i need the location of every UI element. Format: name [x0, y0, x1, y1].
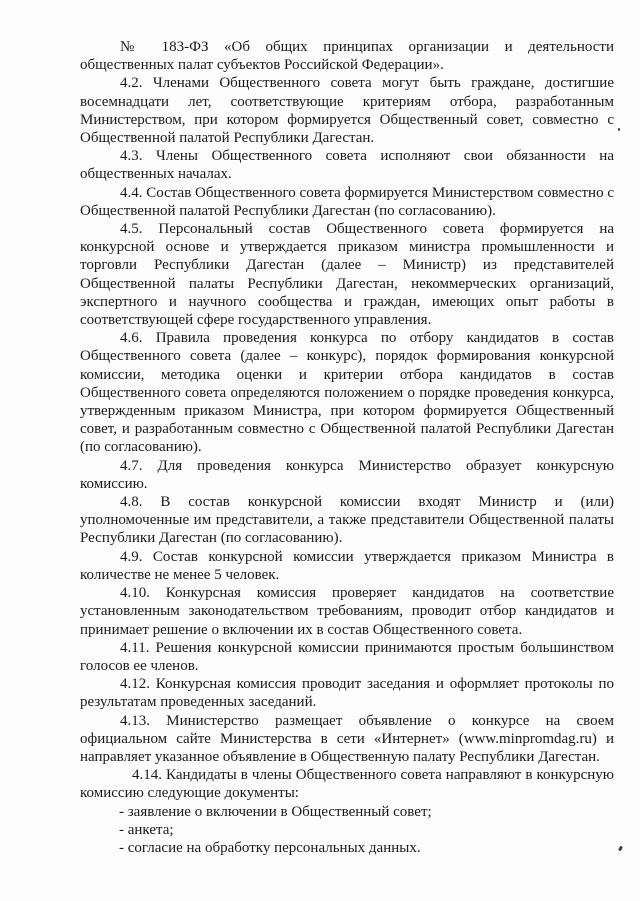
paragraph-4-13: 4.13. Министерство размещает объявление о конкурсе на своем официальном сайте Министерства в сети «Интернет» (www.minpromdag.ru) и направляет указанное объявление в Общественную палату Республики Дагестан.	[80, 712, 614, 765]
paragraph-4-14: 4.14. Кандидаты в члены Общественного совета направляют в конкурсную комиссию следующие документы:	[80, 767, 614, 802]
paragraph-4-9: 4.9. Состав конкурсной комиссии утверждается приказом Министра в количестве не менее 5 человек.	[80, 548, 614, 583]
paragraph-law-reference: № 183-ФЗ «Об общих принципах организации и деятельности общественных палат субъектов Российской Федерации».	[80, 39, 614, 74]
paragraph-4-2: 4.2. Членами Общественного совета могут быть граждане, достигшие восемнадцати лет, соответствующие критериям отбора, разработанным Министерством, при котором формируется Общественный совет, совместно с Общественной палатой Республики Дагестан.	[80, 75, 614, 147]
paragraph-4-7: 4.7. Для проведения конкурса Министерство образует конкурсную комиссию.	[80, 457, 614, 492]
scan-artifact	[618, 846, 623, 852]
paragraph-4-4: 4.4. Состав Общественного совета формируется Министерством совместно с Общественной палатой Республики Дагестан (по согласованию).	[80, 184, 614, 219]
scan-artifact	[618, 128, 620, 131]
paragraph-4-11: 4.11. Решения конкурсной комиссии принимаются простым большинством голосов ее членов.	[80, 639, 614, 674]
paragraph-4-12: 4.12. Конкурсная комиссия проводит заседания и оформляет протоколы по результатам проведенных заседаний.	[80, 676, 614, 711]
paragraph-4-6: 4.6. Правила проведения конкурса по отбору кандидатов в состав Общественного совета (далее – конкурс), порядок формирования конкурсной комиссии, методика оценки и критерии отбора кандидатов в состав Общественного совета определяются положением о порядке проведения конкурса, утвержденным приказом Министра, при котором формируется Общественный совет, и разработанным совместно с Общественной палатой Республики Дагестан (по согласованию).	[80, 330, 614, 456]
list-item: - согласие на обработку персональных данных.	[119, 839, 421, 856]
paragraph-4-8: 4.8. В состав конкурсной комиссии входят Министр и (или) уполномоченные им представители, а также представители Общественной палаты Республики Дагестан (по согласованию).	[80, 494, 614, 547]
paragraph-4-3: 4.3. Члены Общественного совета исполняют свои обязанности на общественных началах.	[80, 148, 614, 183]
paragraph-4-10: 4.10. Конкурсная комиссия проверяет кандидатов на соответствие установленным законодательством требованиям, проводит отбор кандидатов и принимает решение о включении их в состав Общественного совета.	[80, 585, 614, 638]
list-item: - заявление о включении в Общественный совет;	[119, 803, 432, 820]
paragraph-4-5: 4.5. Персональный состав Общественного совета формируется на конкурсной основе и утверждается приказом министра промышленности и торговли Республики Дагестан (далее – Министр) из представителей Общественной палаты Республики Дагестан, некоммерческих организаций, экспертного и научного сообщества и граждан, имеющих опыт работы в соответствующей сфере государственного управления.	[80, 221, 614, 329]
document-body	[80, 38, 614, 857]
list-item: - анкета;	[119, 821, 174, 838]
